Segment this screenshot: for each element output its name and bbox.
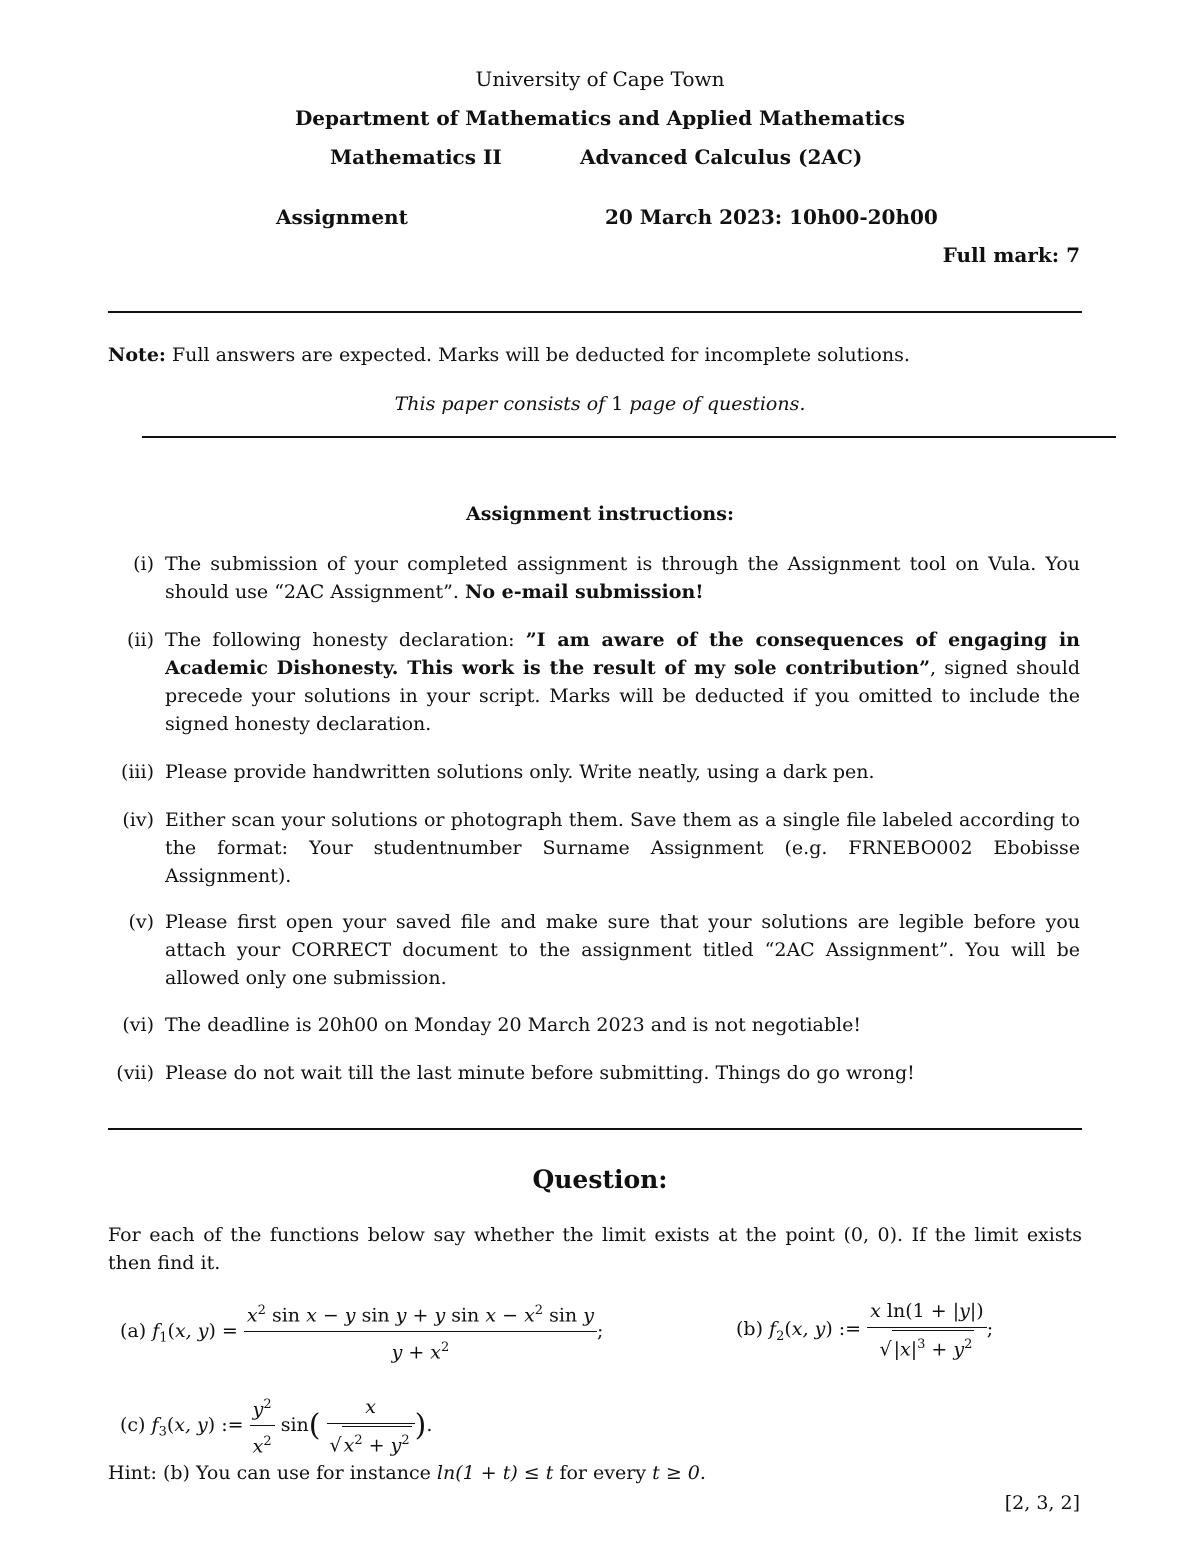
- instruction-item: (iii) Please provide handwritten solutions only. Write neatly, using a dark pen.: [120, 761, 875, 783]
- instruction-item: (vi) The deadline is 20h00 on Monday 20 March 2023 and is not negotiable!: [122, 1014, 861, 1036]
- header-divider: [108, 311, 1082, 313]
- university-name: University of Cape Town: [475, 67, 725, 91]
- function-a: (a) $f_1(x$, y) = $\frac{x^2 \sin x - y \sin y + y \sin x - x^2 \sin y}{y + x^2}$ ;: [120, 1297, 603, 1367]
- paper-info: This paper consists of 1 page of questions.: [394, 393, 806, 415]
- assessment-date: 20 March 2023: 10h00-20h00: [605, 205, 938, 229]
- instruction-item: (vii) Please do not wait till the last minute before submitting. Things do go wrong!: [116, 1062, 915, 1084]
- note-divider: [142, 436, 1116, 438]
- instruction-item: (v) Please first open your saved file and make sure that your solutions are legible before you attach your CORRECT document to the assignment titled “2AC Assignment”. You will be allowed only one submission.: [128, 911, 1080, 989]
- hint: Hint: (b) You can use for instance ln(1 + t) ≤ t for every t ≥ 0.: [108, 1462, 706, 1484]
- department-name: Department of Mathematics and Applied Mathematics: [294, 106, 906, 130]
- instruction-item: (i) The submission of your completed assignment is through the Assignment tool on Vula. You should use “2AC Assignment”. No e-mail submission!: [133, 553, 1080, 603]
- instruction-item: (ii) The following honesty declaration: ”I am aware of the consequences of engaging in Academic Dishonesty. This work is the result of my sole contribution”, signed should precede your solutions in your script. Marks will be deducted if you omitted to include the signed honesty declaration.: [127, 629, 1081, 735]
- instructions-title: Assignment instructions:: [466, 503, 734, 525]
- full-mark: Full mark: 7: [942, 243, 1080, 267]
- function-c-label: (c): [120, 1413, 146, 1436]
- function-b-fraction: $\frac{\text{x ln(1 + |y|)}}{√ |x|^3 + y^2}$: [867, 1297, 987, 1363]
- function-a-fraction: $\frac{x^2 \sin x - y \sin y + y \sin x - x^2 \sin y}{y + x^2}$: [244, 1297, 597, 1367]
- note-label: Note:: [108, 344, 166, 366]
- instruction-item: (iv) Either scan your solutions or photograph them. Save them as a single file labeled according to the format: Your studentnumber Surname Assignment (e.g. FRNEBO002 Ebobisse Assignment).: [122, 809, 1080, 887]
- note: [108, 341, 910, 369]
- instructions-divider: [108, 1128, 1082, 1130]
- note-text: Full answers are expected. Marks will be deducted for incomplete solutions.: [171, 344, 910, 366]
- subject-name: Advanced Calculus (2AC): [580, 145, 863, 169]
- function-b-label: (b): [736, 1318, 763, 1341]
- function-c: (c) $f_3(x$, y) := $\frac{y^2}{x^2}$ sin( $\frac{x}{√ x^2 + y^2}$ ).: [120, 1391, 432, 1461]
- question-marks: [2, 3, 2]: [1004, 1492, 1080, 1514]
- question-title: Question:: [532, 1165, 668, 1194]
- question-intro: For each of the functions below say whether the limit exists at the point (0, 0). If the limit exists then find it.: [108, 1224, 1082, 1274]
- function-a-label: (a): [120, 1319, 147, 1342]
- function-b: (b) $f_2(x$, y) := $\frac{\text{x ln(1 + |y|)}}{√ |x|^3 + y^2}$ ;: [736, 1297, 993, 1363]
- assessment-type: Assignment: [276, 205, 408, 229]
- course-name: Mathematics II: [330, 145, 502, 169]
